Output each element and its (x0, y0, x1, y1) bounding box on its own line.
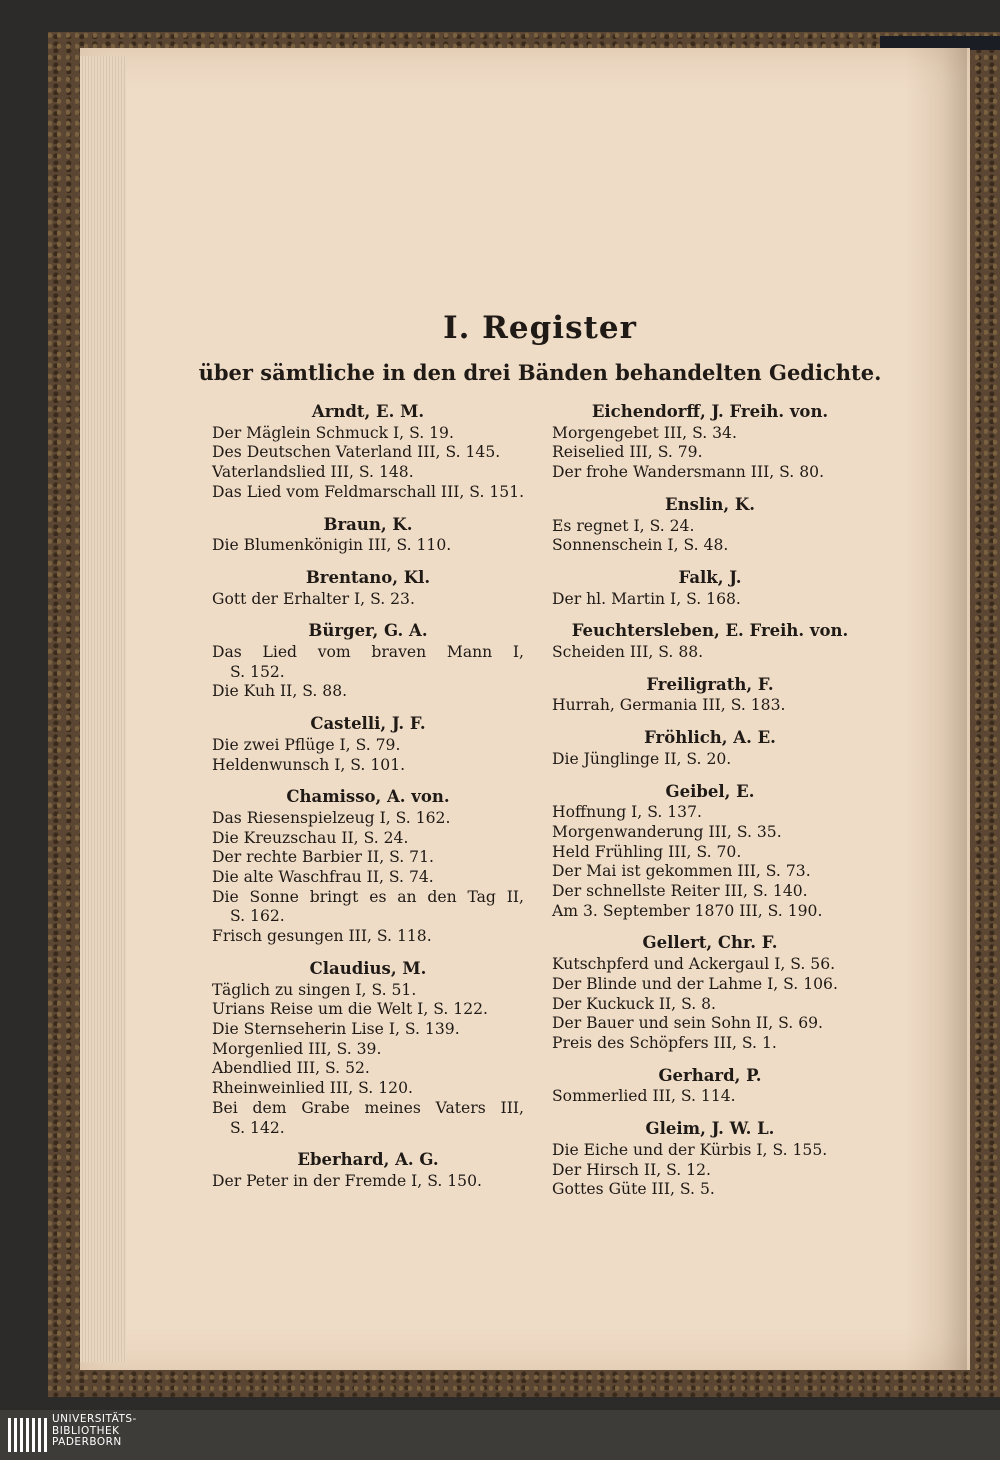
author-heading: Gellert, Chr. F. (642, 933, 778, 953)
author-heading: Braun, K. (323, 514, 413, 534)
poem-entry: Am 3. September 1870 III, S. 190. (552, 901, 823, 920)
poem-entry: Der Peter in der Fremde I, S. 150. (212, 1171, 482, 1190)
author-heading: Castelli, J. F. (310, 714, 426, 734)
poem-entry: Held Frühling III, S. 70. (552, 842, 742, 861)
library-footer-bar (0, 1410, 1000, 1460)
page-title: I. Register (443, 310, 637, 346)
poem-entry: Sonnenschein I, S. 48. (552, 536, 729, 555)
library-name (52, 1414, 137, 1449)
poem-entry: Das Riesenspielzeug I, S. 162. (212, 808, 451, 827)
author-heading: Eberhard, A. G. (297, 1150, 439, 1170)
author-heading: Bürger, G. A. (308, 621, 428, 641)
poem-entry-continuation: S. 152. (230, 662, 285, 681)
author-heading: Claudius, M. (309, 958, 427, 978)
author-heading: Enslin, K. (665, 494, 755, 514)
library-name-line: PADERBORN (52, 1436, 122, 1448)
poem-entry: Der rechte Barbier II, S. 71. (212, 848, 434, 867)
library-name-line: BIBLIOTHEK (52, 1424, 120, 1437)
poem-entry: Die Kuh II, S. 88. (212, 682, 348, 701)
poem-entry: Urians Reise um die Welt I, S. 122. (212, 1000, 488, 1019)
author-heading: Chamisso, A. von. (286, 787, 450, 807)
author-heading: Eichendorff, J. Freih. von. (591, 402, 829, 421)
poem-entry: Der Bauer und sein Sohn II, S. 69. (552, 1014, 824, 1033)
poem-entry: Gott der Erhalter I, S. 23. (212, 589, 415, 608)
library-name-line: UNIVERSITÄTS- (52, 1413, 137, 1425)
library-logo-icon (8, 1418, 48, 1452)
register-left-column (212, 402, 524, 1192)
poem-entry: Preis des Schöpfers III, S. 1. (552, 1033, 777, 1052)
poem-entry: Die alte Waschfrau II, S. 74. (212, 868, 434, 887)
poem-entry: Die zwei Pflüge I, S. 79. (212, 735, 401, 754)
page-gutter-shadow (905, 48, 967, 1370)
poem-entry: Frisch gesungen III, S. 118. (212, 927, 432, 946)
poem-entry: Der Hirsch II, S. 12. (552, 1160, 711, 1179)
poem-entry: Das Lied vom braven Mann I, (212, 643, 524, 662)
poem-entry: Vaterlandslied III, S. 148. (212, 463, 414, 482)
poem-entry: Der Kuckuck II, S. 8. (552, 994, 717, 1013)
author-heading: Brentano, Kl. (305, 567, 431, 587)
author-heading: Freiligrath, F. (646, 674, 774, 694)
poem-entry: Morgengebet III, S. 34. (552, 423, 737, 442)
poem-entry: Die Kreuzschau II, S. 24. (212, 828, 409, 847)
poem-entry: Gottes Güte III, S. 5. (552, 1180, 715, 1199)
poem-entry: Der Mäglein Schmuck I, S. 19. (212, 423, 454, 442)
register-right-column (552, 402, 868, 1200)
poem-entry: Die Sternseherin Lise I, S. 139. (212, 1019, 460, 1038)
poem-entry: Es regnet I, S. 24. (552, 516, 695, 535)
poem-entry: Bei dem Grabe meines Vaters III, (212, 1098, 524, 1117)
poem-entry: Abendlied III, S. 52. (212, 1059, 370, 1078)
poem-entry: Rheinweinlied III, S. 120. (212, 1079, 413, 1098)
poem-entry: Das Lied vom Feldmarschall III, S. 151. (212, 482, 525, 501)
poem-entry: Täglich zu singen I, S. 51. (212, 980, 417, 999)
poem-entry: Sommerlied III, S. 114. (552, 1087, 736, 1106)
page-edges (80, 56, 126, 1362)
poem-entry: Hurrah, Germania III, S. 183. (552, 696, 786, 715)
poem-entry: Des Deutschen Vaterland III, S. 145. (212, 443, 501, 462)
poem-entry: Reiselied III, S. 79. (552, 443, 703, 462)
author-heading: Falk, J. (678, 567, 742, 587)
author-heading: Fröhlich, A. E. (644, 728, 776, 748)
poem-entry: Die Blumenkönigin III, S. 110. (212, 536, 452, 555)
poem-entry: Die Jünglinge II, S. 20. (552, 749, 732, 768)
poem-entry: Der Blinde und der Lahme I, S. 106. (552, 974, 838, 993)
poem-entry: Die Sonne bringt es an den Tag II, (212, 887, 524, 906)
author-heading: Gerhard, P. (658, 1065, 762, 1085)
poem-entry: Kutschpferd und Ackergaul I, S. 56. (552, 955, 836, 974)
poem-entry-continuation: S. 162. (230, 907, 285, 926)
poem-entry: Der hl. Martin I, S. 168. (552, 589, 741, 608)
poem-entry: Hoffnung I, S. 137. (552, 803, 702, 822)
author-heading: Gleim, J. W. L. (645, 1119, 775, 1139)
page-subtitle: über sämtliche in den drei Bänden behandelten Gedichte. (198, 360, 882, 385)
poem-entry: Heldenwunsch I, S. 101. (212, 755, 406, 774)
poem-entry: Der Mai ist gekommen III, S. 73. (552, 862, 811, 881)
poem-entry-continuation: S. 142. (230, 1118, 285, 1137)
poem-entry: Der schnellste Reiter III, S. 140. (552, 882, 808, 901)
poem-entry: Scheiden III, S. 88. (552, 643, 704, 662)
poem-entry: Die Eiche und der Kürbis I, S. 155. (552, 1140, 828, 1159)
author-heading: Feuchtersleben, E. Freih. von. (571, 621, 849, 641)
poem-entry: Der frohe Wandersmann III, S. 80. (552, 463, 825, 482)
poem-entry: Morgenlied III, S. 39. (212, 1039, 382, 1058)
author-heading: Geibel, E. (665, 781, 755, 801)
poem-entry: Morgenwanderung III, S. 35. (552, 822, 782, 841)
author-heading: Arndt, E. M. (311, 402, 425, 421)
